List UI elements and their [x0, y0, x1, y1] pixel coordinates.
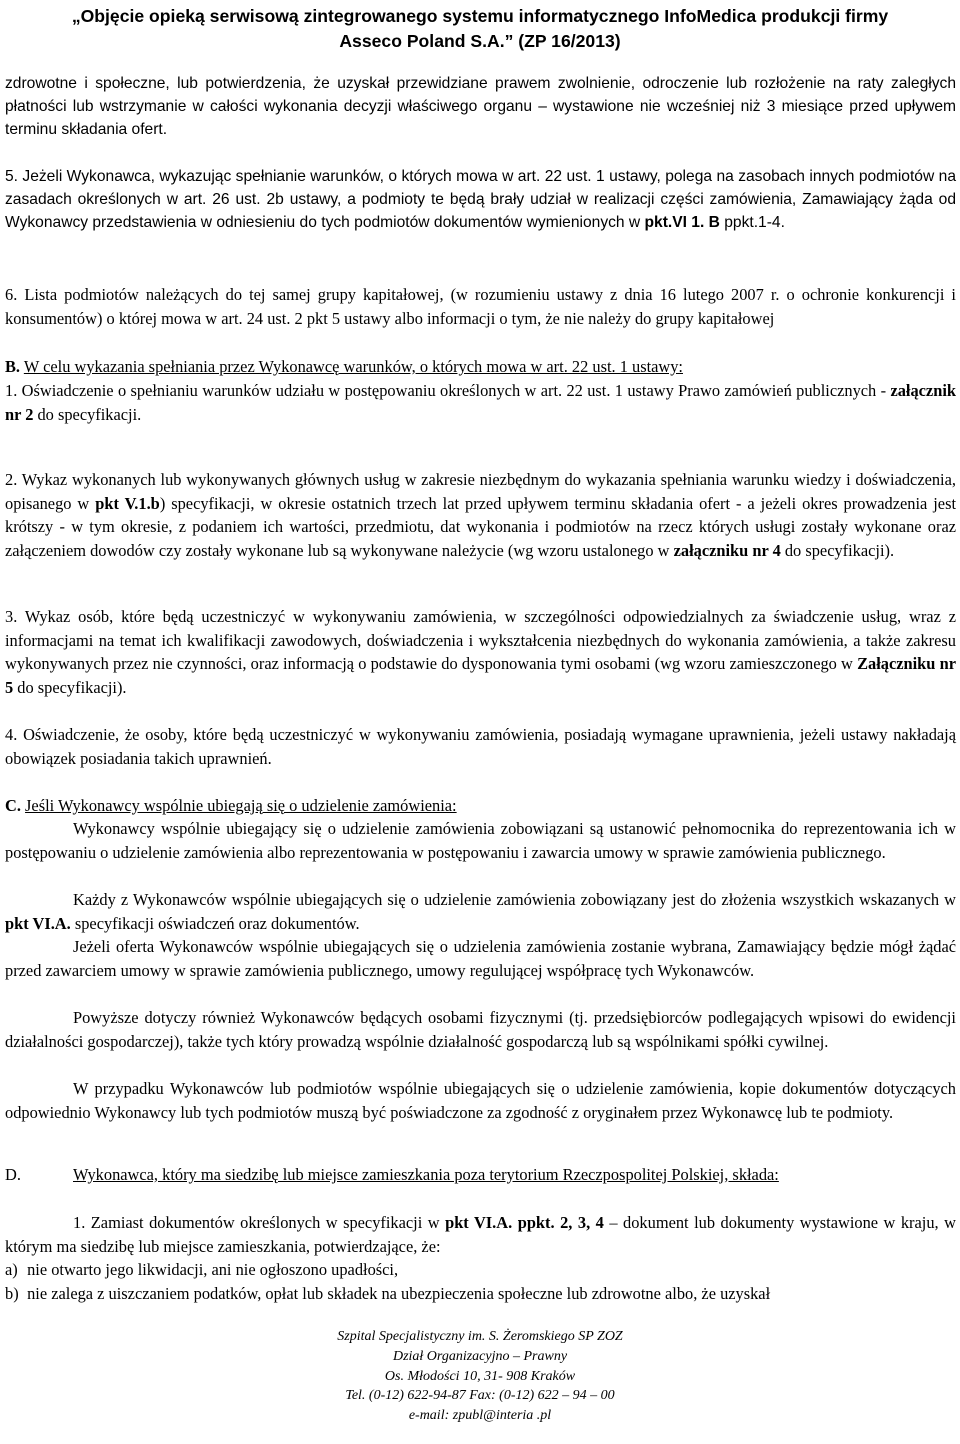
item-1-tail: do specyfikacji.	[33, 404, 142, 424]
section-b-letter: B.	[5, 357, 21, 376]
item-2-tail: do specyfikacji).	[780, 541, 895, 561]
item-2-text: 2. Wykaz wykonanych lub wykonywanych głównych usług w zakresie niezbędnym do wykazania spełniania warunku wiedzy i doświadczenia, opisanego w	[5, 470, 956, 513]
paragraph-5	[5, 165, 956, 235]
section-c-letter: C.	[5, 796, 21, 815]
document-header	[0, 4, 960, 54]
section-d-title: Wykonawca, który ma siedzibę lub miejsce zamieszkania poza terytorium Rzeczpospolitej Polskiej, składa:	[73, 1165, 779, 1184]
item-2-attachment: załączniku nr 4	[673, 541, 781, 561]
item-1-text: 1. Oświadczenie o spełnianiu warunków udziału w postępowaniu określonych w art. 22 ust. 1 ustawy Prawo zamówień publicznych -	[5, 381, 891, 400]
footer-department: Dział Organizacyjno – Prawny	[392, 1348, 568, 1364]
section-c-paragraph-3: Jeżeli oferta Wykonawców wspólnie ubiegających się o udzielenia zamówienia zostanie wybrana, Zamawiający będzie mógł żądać przed zawarciem umowy w sprawie zamówienia publicznego, umowy regulującej współpracę tych Wykonawców.	[5, 937, 956, 980]
item-a-text: nie otwarto jego likwidacji, ani nie ogłoszono upadłości,	[23, 1260, 399, 1279]
page-footer	[0, 1327, 960, 1426]
item-3-text: 3. Wykaz osób, które będą uczestniczyć w wykonywaniu zamówienia, w szczególności odpowiedzialnych za świadczenie usług, wraz z informacjami na temat ich kwalifikacji zawodowych, doświadczenia i wykształcenia niezbędnych do wykonania zamówienia, a także zakresu wykonywanych przez nie czynności, oraz informacją o podstawie do dysponowania tymi osobami (wg wzoru zamieszczonego w	[5, 607, 956, 674]
section-c-paragraph-2	[5, 888, 956, 935]
header-line-2: Asseco Poland S.A.” (ZP 16/2013)	[339, 31, 621, 51]
paragraph-5-text: 5. Jeżeli Wykonawca, wykazując spełnianie warunków, o których mowa w art. 22 ust. 1 ustawy, polega na zasobach innych podmiotów na zasadach określonych w art. 26 ust. 2b ustawy, a podmioty te będą brały udział w realizacji części zamówienia, Zamawiający żąda od Wykonawcy przedstawienia w odniesieniu do tych podmiotów dokumentów wymienionych w	[5, 168, 956, 232]
section-b-title: W celu wykazania spełniania przez Wykonawcę warunków, o których mowa w art. 22 ust. 1 ustawy:	[23, 357, 683, 376]
section-c-heading	[5, 794, 956, 818]
item-a-label: a)	[5, 1260, 18, 1279]
item-2-body: ) specyfikacji, w okresie ostatnich trzech lat przed upływem terminu składania ofert - a jeżeli okres prowadzenia jest krótszy - w tym okresie, z podaniem ich wartości, przedmiotu, dat wykonania i podmiotów na rzecz których usługi zostały wykonane oraz załączeniem dowodów czy zostały wykonane lub są wykonywane należycie (wg wzoru ustalonego w	[5, 493, 956, 561]
item-3-attachment: Załączniku nr 5	[5, 654, 956, 698]
c-paragraph-2-ref: pkt VI.A.	[5, 913, 71, 933]
d-item-1-tail: – dokument lub dokumenty wystawione w kraju, w którym ma siedzibę lub miejsce zamieszkania, potwierdzające, że:	[5, 1213, 956, 1256]
section-c-paragraph-4: Powyższe dotyczy również Wykonawców będących osobami fizycznymi (tj. przedsiębiorców podlegających wpisowi do ewidencji działalności gospodarczej), także tych który prowadzą wspólnie działalność gospodarczą lub są wspólnikami spółki cywilnej.	[5, 1008, 956, 1051]
item-3-tail: do specyfikacji).	[13, 678, 127, 698]
paragraph-5-ref: pkt.VI 1. B	[644, 214, 720, 232]
section-d-heading	[5, 1163, 956, 1187]
intro-paragraph: zdrowotne i społeczne, lub potwierdzenia, że uzyskał przewidziane prawem zwolnienie, odroczenie lub rozłożenie na raty zaległych płatności lub wstrzymanie w całości wykonania decyzji właściwego organu – wystawione nie wcześniej niż 3 miesiące przed upływem terminu składania ofert.	[5, 75, 956, 139]
section-b-item-3	[5, 605, 956, 700]
item-1-attachment: załącznik nr 2	[5, 381, 956, 424]
footer-phone-fax: Tel. (0-12) 622-94-87 Fax: (0-12) 622 – 94 – 00	[345, 1388, 615, 1404]
paragraph-6: 6. Lista podmiotów należących do tej samej grupy kapitałowej, (w rozumieniu ustawy z dnia 16 lutego 2007 r. o ochronie konkurencji i konsumentów) o której mowa w art. 24 ust. 2 pkt 5 ustawy albo informacji o tym, że nie należy do grupy kapitałowej	[5, 285, 956, 328]
footer-email: e-mail: zpubl@interia .pl	[408, 1408, 552, 1424]
section-b-item-2	[5, 468, 956, 563]
item-2-ref: pkt V.1.b	[95, 493, 160, 513]
footer-address: Os. Młodości 10, 31- 908 Kraków	[384, 1368, 576, 1384]
item-b-text: nie zalega z uiszczaniem podatków, opłat lub składek na ubezpieczenia społeczne lub zdrowotne albo, że uzyskał	[23, 1284, 771, 1303]
section-b-item-1	[5, 379, 956, 426]
footer-institution: Szpital Specjalistyczny im. S. Żeromskiego SP ZOZ	[337, 1329, 623, 1344]
section-d-item-b	[5, 1282, 960, 1306]
paragraph-5-tail: ppkt.1-4.	[719, 214, 785, 232]
section-d-item-a	[5, 1258, 956, 1282]
section-c-paragraph-1: Wykonawcy wspólnie ubiegający się o udzielenie zamówienia zobowiązani są ustanowić pełnomocnika do reprezentowania ich w postępowaniu o udzielenie zamówienia albo reprezentowania w postępowaniu i zawarcia umowy w sprawie zamówienia publicznego.	[5, 819, 956, 862]
d-item-1-ref: pkt VI.A. ppkt. 2, 3, 4	[445, 1213, 604, 1232]
item-b-label: b)	[5, 1284, 19, 1303]
d-item-1-text: 1. Zamiast dokumentów określonych w specyfikacji w	[73, 1213, 446, 1232]
section-c-title: Jeśli Wykonawcy wspólnie ubiegają się o udzielenie zamówienia:	[25, 796, 457, 815]
section-b-heading	[5, 355, 956, 379]
c-paragraph-2-text: Każdy z Wykonawców wspólnie ubiegających się o udzielenie zamówienia zobowiązany jest do złożenia wszystkich wskazanych w	[73, 890, 956, 909]
c-paragraph-2-tail: specyfikacji oświadczeń oraz dokumentów.	[70, 913, 360, 933]
header-line-1: „Objęcie opieką serwisową zintegrowanego systemu informatycznego InfoMedica produkcji firmy	[71, 6, 889, 26]
section-d-item-1	[5, 1211, 956, 1258]
section-b-item-4: 4. Oświadczenie, że osoby, które będą uczestniczyć w wykonywaniu zamówienia, posiadają wymagane uprawnienia, jeżeli ustawy nakładają obowiązek posiadania takich uprawnień.	[5, 725, 956, 768]
section-d-letter: D.	[5, 1165, 21, 1184]
section-c-paragraph-5: W przypadku Wykonawców lub podmiotów wspólnie ubiegających się o udzielenie zamówienia, kopie dokumentów dotyczących odpowiednio Wykonawcy lub tych podmiotów muszą być poświadczone za zgodność z oryginałem przez Wykonawcę lub te podmioty.	[5, 1079, 956, 1122]
